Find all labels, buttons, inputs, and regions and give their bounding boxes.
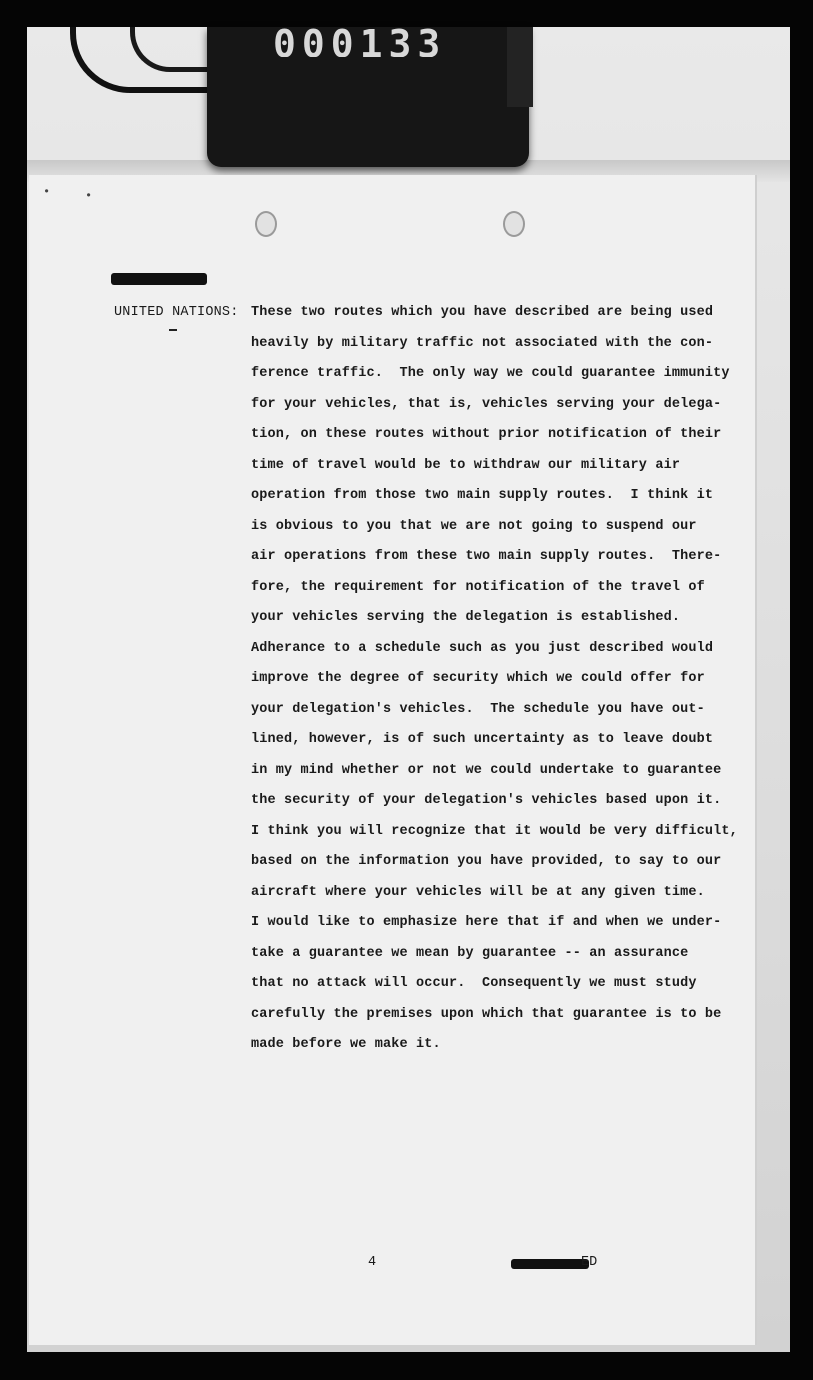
text-line: lined, however, is of such uncertainty as to leave doubt xyxy=(251,732,714,747)
text-line: based on the information you have provided, to say to our xyxy=(251,854,722,869)
document-page xyxy=(29,175,755,1345)
text-line: I would like to emphasize here that if and when we under- xyxy=(251,915,722,930)
text-line: for your vehicles, that is, vehicles serving your delega- xyxy=(251,396,722,412)
statement-text xyxy=(251,303,738,1066)
text-line: the security of your delegation's vehicles based upon it. xyxy=(251,793,722,808)
text-line: take a guarantee we mean by guarantee -- an assurance xyxy=(251,945,689,961)
text-line: made before we make it. xyxy=(251,1037,441,1052)
frame-counter xyxy=(207,27,529,167)
text-line: in my mind whether or not we could undertake to guarantee xyxy=(251,762,722,778)
speaker-label: UNITED NATIONS: xyxy=(114,305,239,320)
text-line: carefully the premises upon which that guarantee is to be xyxy=(251,1006,722,1022)
punch-hole-right xyxy=(503,211,525,237)
classification-tail: ED xyxy=(581,1255,598,1270)
text-line: is obvious to you that we are not going to suspend our xyxy=(251,518,697,534)
text-line: your delegation's vehicles. The schedule you have out- xyxy=(251,701,705,717)
redacted-classification-top xyxy=(111,273,207,285)
text-line: aircraft where your vehicles will be at any given time. xyxy=(251,884,705,900)
text-line: that no attack will occur. Consequently we must study xyxy=(251,976,697,991)
text-line: air operations from these two main supply routes. There- xyxy=(251,549,722,564)
text-line: Adherance to a schedule such as you just described would xyxy=(251,640,714,656)
frame-counter-digits: 000133 xyxy=(273,27,447,57)
speaker-underline-mark xyxy=(169,325,177,331)
punch-hole-left xyxy=(255,211,277,237)
speck-mark: • xyxy=(43,185,51,199)
text-line: improve the degree of security which we could offer for xyxy=(251,671,705,686)
text-line: your vehicles serving the delegation is established. xyxy=(251,610,681,625)
counter-knob xyxy=(507,27,533,107)
text-line: ference traffic. The only way we could guarantee immunity xyxy=(251,366,730,381)
speck-mark: • xyxy=(85,189,93,203)
text-line: These two routes which you have described are being used xyxy=(251,305,714,320)
text-line: heavily by military traffic not associated with the con- xyxy=(251,335,714,351)
page-number: 4 xyxy=(368,1255,377,1270)
redacted-classification-bottom xyxy=(511,1259,589,1269)
text-line: tion, on these routes without prior notification of their xyxy=(251,427,722,442)
text-line: time of travel would be to withdraw our military air xyxy=(251,457,681,473)
text-line: fore, the requirement for notification of the travel of xyxy=(251,579,705,595)
text-line: I think you will recognize that it would be very difficult, xyxy=(251,823,738,839)
text-line: operation from those two main supply routes. I think it xyxy=(251,488,714,503)
